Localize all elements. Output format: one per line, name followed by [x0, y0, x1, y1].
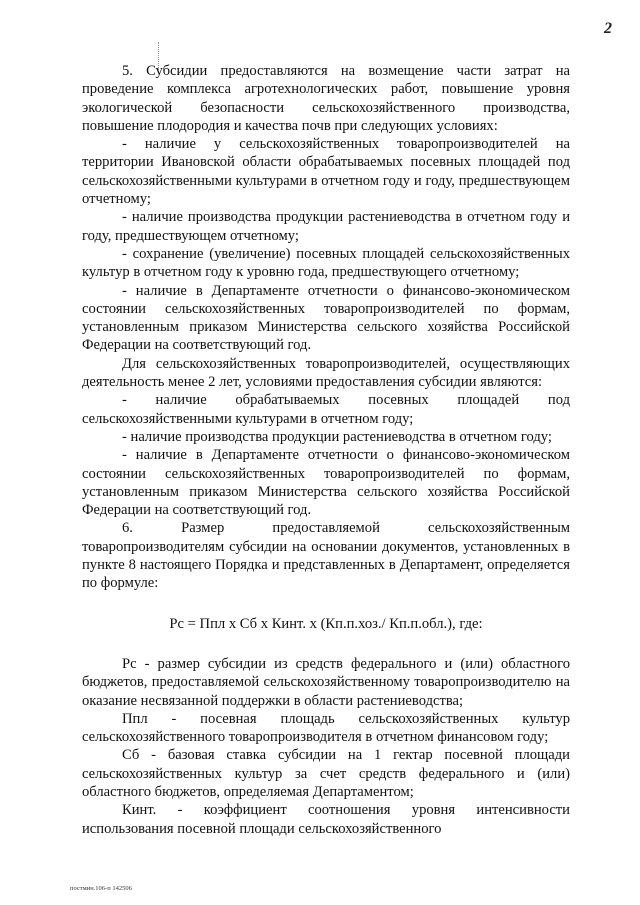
- condition-item: - наличие в Департаменте отчетности о финансово-экономическом состоянии сельскохозяйственных товаропроизводителей по формам, установленным приказом Министерства сельского хозяйства Российской Федерации на соответствующий год.: [82, 447, 570, 519]
- condition-item: - наличие у сельскохозяйственных товаропроизводителей на территории Ивановской области обрабатываемых посевных площадей под сельскохозяйственными культурами в отчетном году и году, предшествующем отчетному;: [82, 136, 570, 208]
- definition-ppl: Ппл - посевная площадь сельскохозяйственных культур сельскохозяйственного товаропроизводителя в отчетном финансовом году;: [82, 710, 570, 746]
- condition-item: - наличие в Департаменте отчетности о финансово-экономическом состоянии сельскохозяйственных товаропроизводителей по формам, установленным приказом Министерства сельского хозяйства Российской Федерации на соответствующий год.: [82, 282, 570, 354]
- condition-item: - наличие производства продукции растениеводства в отчетном году и году, предшествующем отчетному;: [82, 209, 570, 244]
- paragraph-new-producers: Для сельскохозяйственных товаропроизводителей, осуществляющих деятельность менее 2 лет, условиями предоставления субсидии являются:: [82, 355, 570, 391]
- condition-item: - сохранение (увеличение) посевных площадей сельскохозяйственных культур в отчетном году к уровню года, предшествующего отчетному;: [82, 245, 570, 281]
- paragraph-6: 6. Размер предоставляемой сельскохозяйственным товаропроизводителям субсидии на основании документов, установленных в пункте 8 настоящего Порядка и представленных в Департамент, определяется по формуле:: [82, 520, 570, 592]
- footer-doc-id: постмин.106-п 142506: [70, 885, 132, 892]
- page-number: 2: [604, 20, 612, 37]
- definition-sb: Сб - базовая ставка субсидии на 1 гектар посевной площади сельскохозяйственных культур за счет средств федерального и (или) областного бюджетов, определяемая Департаментом;: [82, 747, 570, 800]
- condition-item: - наличие производства продукции растениеводства в отчетном году;: [122, 428, 552, 445]
- document-body: [82, 62, 570, 838]
- paragraph-5: 5. Субсидии предоставляются на возмещение части затрат на проведение комплекса агротехнологических работ, повышение уровня экологической безопасности сельскохозяйственного производства, повышение плодородия и качества почв при следующих условиях:: [82, 63, 570, 134]
- subsidy-formula: Рс = Ппл х Сб х Кинт. х (Кп.п.хоз./ Кп.п.обл.), где:: [169, 615, 483, 632]
- condition-item: - наличие обрабатываемых посевных площадей под сельскохозяйственными культурами в отчетном году;: [82, 392, 570, 427]
- definition-kint: Кинт. - коэффициент соотношения уровня интенсивности использования посевной площади сельскохозяйственного: [82, 802, 570, 837]
- definition-rs: Рс - размер субсидии из средств федерального и (или) областного бюджетов, предоставляемой сельскохозяйственному товаропроизводителю на оказание несвязанной поддержки в области растениеводства;: [82, 655, 570, 709]
